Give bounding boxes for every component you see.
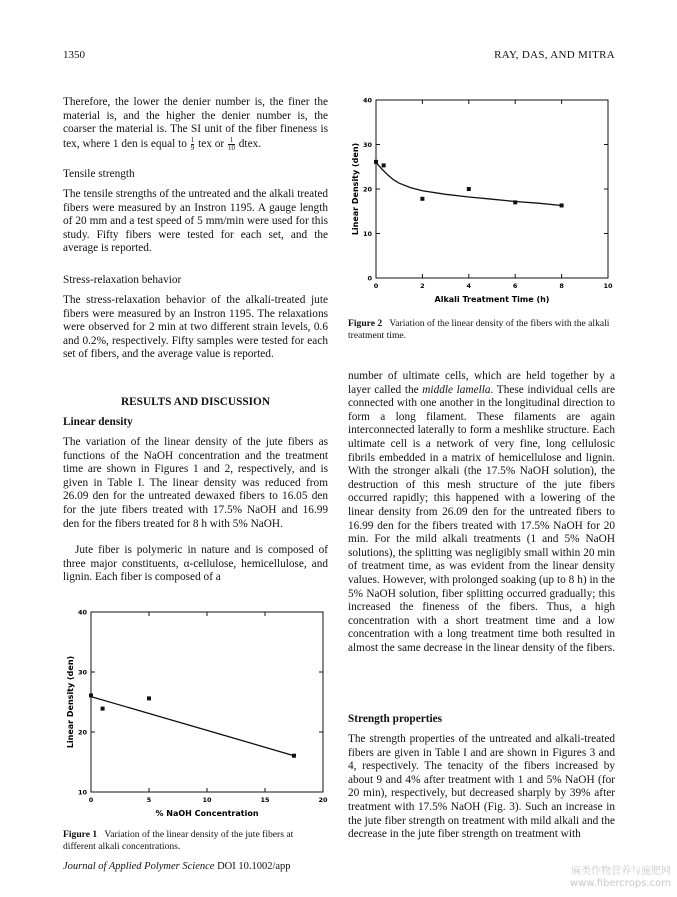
journal-footer — [63, 861, 291, 872]
y-tick-label: 20 — [77, 728, 87, 737]
fraction-one-ninth — [191, 137, 195, 152]
paragraph-ultimate-cells — [348, 370, 615, 655]
x-tick-label: 20 — [318, 796, 328, 804]
data-point — [89, 693, 93, 697]
x-tick-label: 15 — [260, 796, 270, 804]
y-tick-label: 40 — [362, 96, 372, 105]
figure-2-label: Figure 2 — [348, 318, 383, 329]
y-tick-label: 40 — [77, 608, 87, 617]
intro-end: dtex. — [238, 137, 262, 150]
watermark-line-1: 麻类作物营养与施肥网 — [571, 866, 671, 877]
site-watermark — [570, 866, 671, 890]
frac2-den: 10 — [227, 143, 235, 152]
fit-curve — [376, 162, 562, 205]
data-point — [292, 754, 296, 758]
frac2-num: 1 — [229, 135, 234, 144]
x-axis-label: Alkali Treatment Time (h) — [434, 295, 550, 304]
fit-line — [91, 697, 294, 756]
cells-text-emphasis: middle lamella — [422, 383, 491, 396]
frac1-den: 9 — [190, 143, 195, 152]
y-tick-label: 20 — [362, 185, 372, 194]
x-tick-label: 8 — [559, 282, 564, 290]
paragraph-polymeric: Jute fiber is polymeric in nature and is composed of three major constituents, α-cellulose, hemicellulose, and lignin. Each fiber is composed of a — [63, 544, 328, 584]
figure-1-caption — [63, 829, 328, 852]
journal-name: Journal of Applied Polymer Science — [63, 861, 215, 872]
heading-linear-density: Linear density — [63, 416, 133, 428]
y-tick-label: 10 — [77, 788, 87, 797]
heading-stress-relaxation: Stress-relaxation behavior — [63, 274, 182, 286]
figure-1-label: Figure 1 — [63, 829, 98, 840]
y-axis-label: Linear Density (den) — [351, 142, 360, 236]
data-point — [147, 696, 151, 700]
cells-text-1: number of ultimate cells, which are held together by a layer called the — [348, 370, 615, 396]
figure-2-chart — [348, 92, 618, 310]
x-tick-label: 5 — [146, 796, 152, 804]
x-tick-label: 0 — [88, 796, 94, 804]
paragraph-strength: The strength properties of the untreated and alkali-treated fibers are given in Table I and are shown in Figures 3 and 4, respectively. The tenacity of the fibers increased by about 9 and 4% after treatment with 1 and 5% NaOH (for 20 min), respectively, but decreased sharply by 39% after treatment with 17.5% NaOH (Fig. 3). Such an increase in the jute fiber strength on treatment with mild alkali and the decrease in the jute fiber strength on treatment with — [348, 733, 615, 841]
watermark-line-2: www.fibercrops.com — [569, 878, 671, 889]
y-tick-label: 0 — [367, 274, 372, 283]
journal-doi: DOI 10.1002/app — [217, 861, 291, 872]
paragraph-linear-density: The variation of the linear density of the jute fibers as functions of the NaOH concentration and the treatment time are shown in Figures 1 and 2, respectively, and is given in Table I. The linear density was reduced from 26.09 den for the untreated dewaxed fibers to 16.05 den for the jute fibers treated with 17.5% NaOH and 16.99 den for the fibers treated for 8 h with 5% NaOH. — [63, 436, 328, 530]
y-axis-label: Linear Density (den) — [66, 655, 75, 749]
data-point — [382, 163, 386, 167]
y-tick-label: 30 — [362, 141, 372, 149]
intro-mid: tex or — [198, 137, 225, 150]
frac1-num: 1 — [190, 135, 195, 144]
data-point — [420, 197, 424, 201]
page-number: 1350 — [63, 49, 85, 61]
paragraph-stress: The stress-relaxation behavior of the alkali-treated jute fibers were measured by an Instron 1195. The relaxations were observed for 2 min at two different strain levels, 0.6 and 0.2%, respectively. Fifty samples were tested for each set of fibers, and the average value is reported. — [63, 294, 328, 361]
y-tick-label: 10 — [362, 230, 372, 238]
data-point — [374, 160, 378, 164]
intro-text: Therefore, the lower the denier number is, the finer the material is, and the higher the denier number is, the coarser the material is. The SI unit of the fiber fineness is tex, where 1 den is equal to — [63, 96, 328, 150]
data-point — [467, 187, 471, 191]
data-point — [101, 707, 105, 711]
plot-frame — [376, 100, 608, 278]
x-tick-label: 4 — [466, 282, 472, 290]
figure-2-caption — [348, 318, 615, 341]
left-column-top — [63, 96, 328, 152]
data-point — [513, 200, 517, 204]
data-point — [560, 203, 564, 207]
running-title: RAY, DAS, AND MITRA — [494, 49, 615, 61]
fraction-one-tenth — [228, 137, 235, 152]
x-tick-label: 10 — [603, 282, 613, 290]
x-tick-label: 10 — [202, 796, 212, 804]
plot-frame — [91, 612, 323, 792]
x-tick-label: 0 — [373, 282, 379, 290]
y-tick-label: 30 — [77, 668, 87, 677]
heading-results-discussion: RESULTS AND DISCUSSION — [120, 396, 270, 408]
figure-1-caption-text: Variation of the linear density of the jute fibers at different alkali concentrations. — [63, 829, 294, 852]
x-tick-label: 2 — [420, 282, 425, 290]
paragraph-intro — [63, 96, 328, 152]
paragraph-tensile: The tensile strengths of the untreated and the alkali treated fibers were measured by an Instron 1195. A gauge length of 20 mm and a test speed of 5 mm/min were used for this study. Fifty fibers were tested for each set, and the average is reported. — [63, 188, 328, 255]
figure-1-chart — [63, 606, 333, 824]
x-tick-label: 6 — [512, 282, 518, 290]
heading-tensile-strength: Tensile strength — [63, 168, 135, 180]
figure-2-caption-text: Variation of the linear density of the fibers with the alkali treatment time. — [348, 318, 610, 341]
cells-text-2: . These individual cells are connected with one another in the longitudinal direction to form a long filament. These filaments are again interconnected laterally to form a meshlike structure. Each ultimate cell is a network of very fine, long cellulosic fibrils embedded in a matrix of hemicellulose and lignin. With the stronger alkali (the 17.5% NaOH solution), the destruction of this mesh structure of the jute fibers occurred rapidly; this happened with a lowering of the linear density from 26.09 den for the untreated fibers to 16.99 den for the fibers treated with 17.5% NaOH for 20 min. For the mild alkali treatments (1 and 5% NaOH solutions), the splitting was negligibly small within 20 min of treatment time, as was evident from the linear density values. However, with prolonged soaking (up to 8 h) in the 5% NaOH solution, fiber splitting occurred gradually; this increased the fineness of the fibers. Thus, a high concentration with a short treatment time and a low concentration with a long treatment time both resulted in almost the same decrease in the linear density of the fibers. — [348, 383, 615, 654]
heading-strength-properties: Strength properties — [348, 713, 443, 725]
x-axis-label: % NaOH Concentration — [155, 809, 259, 818]
